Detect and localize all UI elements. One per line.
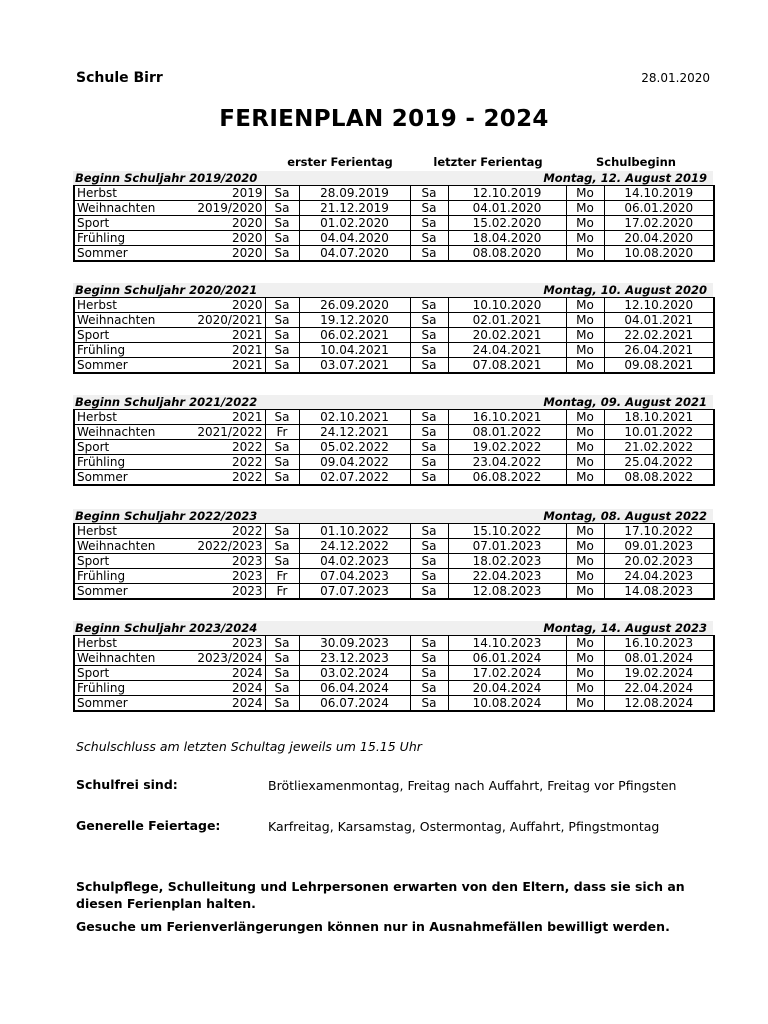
last-weekday-cell: Sa <box>410 651 448 666</box>
start-date-cell: 08.01.2024 <box>604 651 714 666</box>
table-row <box>74 298 714 313</box>
holiday-block <box>73 621 713 712</box>
block-header <box>73 283 713 297</box>
block-header <box>73 509 713 523</box>
holiday-cell <box>74 246 265 262</box>
start-date-cell: 19.02.2024 <box>604 666 714 681</box>
holiday-name: Weihnachten <box>77 651 156 665</box>
page-title: FERIENPLAN 2019 - 2024 <box>219 106 549 132</box>
school-year-title: Beginn Schuljahr 2019/2020 <box>75 171 258 185</box>
first-date-cell: 23.12.2023 <box>299 651 410 666</box>
holiday-cell <box>74 201 265 216</box>
first-date-cell: 10.04.2021 <box>299 343 410 358</box>
holiday-year: 2021 <box>231 343 263 357</box>
holiday-cell <box>74 410 265 425</box>
table-row <box>74 410 714 425</box>
last-weekday-cell: Sa <box>410 186 448 201</box>
holiday-year: 2022 <box>231 470 263 484</box>
holiday-year: 2022 <box>231 524 263 538</box>
first-date-cell: 06.07.2024 <box>299 696 410 712</box>
first-date-cell: 04.04.2020 <box>299 231 410 246</box>
start-weekday-cell: Mo <box>566 231 604 246</box>
first-date-cell: 09.04.2022 <box>299 455 410 470</box>
table-row <box>74 681 714 696</box>
holiday-cell <box>74 313 265 328</box>
holiday-cell <box>74 636 265 651</box>
holiday-name: Frühling <box>77 343 126 357</box>
holiday-name: Frühling <box>77 681 126 695</box>
last-date-cell: 15.02.2020 <box>448 216 566 231</box>
start-weekday-cell: Mo <box>566 569 604 584</box>
table-row <box>74 328 714 343</box>
table-row <box>74 246 714 262</box>
holiday-cell <box>74 358 265 374</box>
last-weekday-cell: Sa <box>410 425 448 440</box>
school-year-start: Montag, 08. August 2022 <box>543 509 707 523</box>
holiday-name: Sport <box>77 440 110 454</box>
last-weekday-cell: Sa <box>410 696 448 712</box>
start-date-cell: 20.04.2020 <box>604 231 714 246</box>
start-weekday-cell: Mo <box>566 524 604 539</box>
first-date-cell: 07.07.2023 <box>299 584 410 600</box>
table-row <box>74 651 714 666</box>
last-date-cell: 07.01.2023 <box>448 539 566 554</box>
holiday-block <box>73 395 713 486</box>
school-year-title: Beginn Schuljahr 2021/2022 <box>75 395 258 409</box>
first-date-cell: 05.02.2022 <box>299 440 410 455</box>
holiday-year: 2022 <box>231 455 263 469</box>
holiday-cell <box>74 343 265 358</box>
holiday-cell <box>74 425 265 440</box>
holiday-name: Herbst <box>77 524 117 538</box>
holiday-name: Frühling <box>77 569 126 583</box>
holidays-value: Karfreitag, Karsamstag, Ostermontag, Auffahrt, Pfingstmontag <box>268 819 660 834</box>
table-row <box>74 539 714 554</box>
start-weekday-cell: Mo <box>566 666 604 681</box>
first-weekday-cell: Sa <box>265 201 299 216</box>
holiday-name: Sommer <box>77 696 128 710</box>
start-weekday-cell: Mo <box>566 216 604 231</box>
block-header <box>73 395 713 409</box>
table-row <box>74 201 714 216</box>
first-weekday-cell: Fr <box>265 569 299 584</box>
start-date-cell: 17.10.2022 <box>604 524 714 539</box>
last-date-cell: 10.10.2020 <box>448 298 566 313</box>
school-year-start: Montag, 09. August 2021 <box>543 395 707 409</box>
holiday-cell <box>74 298 265 313</box>
table-row <box>74 636 714 651</box>
last-date-cell: 10.08.2024 <box>448 696 566 712</box>
free-days-value: Brötliexamenmontag, Freitag nach Auffahrt, Freitag vor Pfingsten <box>268 778 677 793</box>
extension-notice: Gesuche um Ferienverlängerungen können nur in Ausnahmefällen bewilligt werden. <box>76 919 670 934</box>
holiday-year: 2023 <box>231 554 263 568</box>
col-last-day: letzter Ferientag <box>433 155 543 169</box>
holiday-cell <box>74 569 265 584</box>
start-date-cell: 17.02.2020 <box>604 216 714 231</box>
first-date-cell: 28.09.2019 <box>299 186 410 201</box>
start-date-cell: 26.04.2021 <box>604 343 714 358</box>
last-weekday-cell: Sa <box>410 524 448 539</box>
start-date-cell: 22.04.2024 <box>604 681 714 696</box>
start-weekday-cell: Mo <box>566 681 604 696</box>
first-weekday-cell: Sa <box>265 343 299 358</box>
holiday-table <box>73 185 715 262</box>
start-weekday-cell: Mo <box>566 410 604 425</box>
holiday-table <box>73 635 715 712</box>
last-date-cell: 07.08.2021 <box>448 358 566 374</box>
start-weekday-cell: Mo <box>566 651 604 666</box>
block-header <box>73 621 713 635</box>
first-date-cell: 26.09.2020 <box>299 298 410 313</box>
holiday-year: 2020 <box>231 231 263 245</box>
holiday-cell <box>74 696 265 712</box>
holiday-cell <box>74 524 265 539</box>
holiday-cell <box>74 216 265 231</box>
last-weekday-cell: Sa <box>410 298 448 313</box>
holiday-name: Frühling <box>77 231 126 245</box>
holiday-year: 2024 <box>231 681 263 695</box>
start-date-cell: 25.04.2022 <box>604 455 714 470</box>
first-weekday-cell: Sa <box>265 636 299 651</box>
last-weekday-cell: Sa <box>410 470 448 486</box>
first-date-cell: 01.10.2022 <box>299 524 410 539</box>
first-weekday-cell: Sa <box>265 681 299 696</box>
last-weekday-cell: Sa <box>410 328 448 343</box>
table-row <box>74 425 714 440</box>
holidays-label: Generelle Feiertage: <box>76 818 221 833</box>
holiday-year: 2024 <box>231 666 263 680</box>
holiday-table <box>73 409 715 486</box>
holiday-name: Herbst <box>77 298 117 312</box>
last-date-cell: 17.02.2024 <box>448 666 566 681</box>
holiday-cell <box>74 440 265 455</box>
start-weekday-cell: Mo <box>566 554 604 569</box>
last-weekday-cell: Sa <box>410 539 448 554</box>
last-date-cell: 19.02.2022 <box>448 440 566 455</box>
table-row <box>74 313 714 328</box>
start-weekday-cell: Mo <box>566 246 604 262</box>
last-date-cell: 06.01.2024 <box>448 651 566 666</box>
last-date-cell: 16.10.2021 <box>448 410 566 425</box>
first-weekday-cell: Sa <box>265 470 299 486</box>
holiday-year: 2021 <box>231 358 263 372</box>
last-weekday-cell: Sa <box>410 410 448 425</box>
holiday-block <box>73 283 713 374</box>
start-date-cell: 12.10.2020 <box>604 298 714 313</box>
last-date-cell: 12.10.2019 <box>448 186 566 201</box>
first-date-cell: 19.12.2020 <box>299 313 410 328</box>
start-date-cell: 21.02.2022 <box>604 440 714 455</box>
holiday-year: 2020/2021 <box>197 313 263 327</box>
holiday-name: Weihnachten <box>77 425 156 439</box>
first-weekday-cell: Sa <box>265 440 299 455</box>
holiday-name: Sport <box>77 666 110 680</box>
table-row <box>74 584 714 600</box>
first-date-cell: 03.07.2021 <box>299 358 410 374</box>
table-row <box>74 358 714 374</box>
table-row <box>74 440 714 455</box>
block-header <box>73 171 713 185</box>
holiday-cell <box>74 554 265 569</box>
first-date-cell: 04.07.2020 <box>299 246 410 262</box>
table-row <box>74 455 714 470</box>
last-weekday-cell: Sa <box>410 584 448 600</box>
last-date-cell: 14.10.2023 <box>448 636 566 651</box>
start-date-cell: 22.02.2021 <box>604 328 714 343</box>
last-weekday-cell: Sa <box>410 231 448 246</box>
last-weekday-cell: Sa <box>410 216 448 231</box>
last-date-cell: 04.01.2020 <box>448 201 566 216</box>
last-date-cell: 08.08.2020 <box>448 246 566 262</box>
last-date-cell: 12.08.2023 <box>448 584 566 600</box>
holiday-name: Sommer <box>77 584 128 598</box>
first-date-cell: 06.04.2024 <box>299 681 410 696</box>
first-weekday-cell: Sa <box>265 554 299 569</box>
start-weekday-cell: Mo <box>566 539 604 554</box>
last-weekday-cell: Sa <box>410 554 448 569</box>
last-date-cell: 02.01.2021 <box>448 313 566 328</box>
first-weekday-cell: Sa <box>265 246 299 262</box>
first-date-cell: 07.04.2023 <box>299 569 410 584</box>
school-name: Schule Birr <box>76 70 163 86</box>
holiday-cell <box>74 455 265 470</box>
last-date-cell: 15.10.2022 <box>448 524 566 539</box>
start-date-cell: 12.08.2024 <box>604 696 714 712</box>
start-weekday-cell: Mo <box>566 313 604 328</box>
first-weekday-cell: Sa <box>265 455 299 470</box>
holiday-cell <box>74 328 265 343</box>
start-date-cell: 24.04.2023 <box>604 569 714 584</box>
holiday-name: Frühling <box>77 455 126 469</box>
holiday-block <box>73 509 713 600</box>
first-date-cell: 24.12.2021 <box>299 425 410 440</box>
holiday-year: 2020 <box>231 246 263 260</box>
holiday-table <box>73 297 715 374</box>
holiday-name: Sommer <box>77 470 128 484</box>
first-weekday-cell: Sa <box>265 539 299 554</box>
table-row <box>74 524 714 539</box>
start-weekday-cell: Mo <box>566 298 604 313</box>
start-date-cell: 20.02.2023 <box>604 554 714 569</box>
first-weekday-cell: Sa <box>265 186 299 201</box>
first-date-cell: 03.02.2024 <box>299 666 410 681</box>
first-weekday-cell: Sa <box>265 328 299 343</box>
school-year-title: Beginn Schuljahr 2022/2023 <box>75 509 258 523</box>
last-date-cell: 18.04.2020 <box>448 231 566 246</box>
table-row <box>74 666 714 681</box>
last-weekday-cell: Sa <box>410 636 448 651</box>
holiday-name: Sport <box>77 328 110 342</box>
school-year-title: Beginn Schuljahr 2023/2024 <box>75 621 258 635</box>
holiday-name: Herbst <box>77 636 117 650</box>
start-weekday-cell: Mo <box>566 328 604 343</box>
first-date-cell: 02.10.2021 <box>299 410 410 425</box>
start-date-cell: 10.01.2022 <box>604 425 714 440</box>
holiday-cell <box>74 470 265 486</box>
start-weekday-cell: Mo <box>566 440 604 455</box>
first-date-cell: 30.09.2023 <box>299 636 410 651</box>
holiday-name: Weihnachten <box>77 313 156 327</box>
start-date-cell: 06.01.2020 <box>604 201 714 216</box>
last-date-cell: 23.04.2022 <box>448 455 566 470</box>
last-weekday-cell: Sa <box>410 666 448 681</box>
holiday-cell <box>74 584 265 600</box>
holiday-name: Weihnachten <box>77 539 156 553</box>
holiday-year: 2023 <box>231 569 263 583</box>
last-date-cell: 24.04.2021 <box>448 343 566 358</box>
last-weekday-cell: Sa <box>410 313 448 328</box>
holiday-year: 2022/2023 <box>197 539 263 553</box>
school-end-note: Schulschluss am letzten Schultag jeweils um 15.15 Uhr <box>76 739 422 754</box>
last-date-cell: 20.02.2021 <box>448 328 566 343</box>
first-weekday-cell: Sa <box>265 524 299 539</box>
table-row <box>74 216 714 231</box>
holiday-year: 2019 <box>231 186 263 200</box>
start-weekday-cell: Mo <box>566 186 604 201</box>
start-weekday-cell: Mo <box>566 470 604 486</box>
first-weekday-cell: Sa <box>265 696 299 712</box>
first-weekday-cell: Sa <box>265 216 299 231</box>
start-weekday-cell: Mo <box>566 455 604 470</box>
first-date-cell: 06.02.2021 <box>299 328 410 343</box>
holiday-year: 2021 <box>231 410 263 424</box>
first-date-cell: 02.07.2022 <box>299 470 410 486</box>
holiday-name: Sommer <box>77 358 128 372</box>
holiday-year: 2023 <box>231 636 263 650</box>
start-date-cell: 14.08.2023 <box>604 584 714 600</box>
last-weekday-cell: Sa <box>410 569 448 584</box>
last-weekday-cell: Sa <box>410 681 448 696</box>
last-weekday-cell: Sa <box>410 343 448 358</box>
holiday-cell <box>74 186 265 201</box>
holiday-name: Sommer <box>77 246 128 260</box>
document-date: 28.01.2020 <box>641 71 710 85</box>
holiday-table <box>73 523 715 600</box>
holiday-name: Weihnachten <box>77 201 156 215</box>
holiday-year: 2021 <box>231 328 263 342</box>
first-weekday-cell: Sa <box>265 410 299 425</box>
start-date-cell: 18.10.2021 <box>604 410 714 425</box>
first-weekday-cell: Sa <box>265 231 299 246</box>
holiday-name: Sport <box>77 554 110 568</box>
school-year-title: Beginn Schuljahr 2020/2021 <box>75 283 258 297</box>
table-row <box>74 696 714 712</box>
holiday-year: 2022 <box>231 440 263 454</box>
holiday-year: 2019/2020 <box>197 201 263 215</box>
holiday-year: 2024 <box>231 696 263 710</box>
holiday-cell <box>74 666 265 681</box>
table-row <box>74 186 714 201</box>
start-weekday-cell: Mo <box>566 425 604 440</box>
start-weekday-cell: Mo <box>566 696 604 712</box>
last-weekday-cell: Sa <box>410 358 448 374</box>
last-date-cell: 22.04.2023 <box>448 569 566 584</box>
col-first-day: erster Ferientag <box>287 155 393 169</box>
start-date-cell: 10.08.2020 <box>604 246 714 262</box>
col-school-start: Schulbeginn <box>596 155 676 169</box>
first-date-cell: 04.02.2023 <box>299 554 410 569</box>
first-weekday-cell: Sa <box>265 666 299 681</box>
last-date-cell: 20.04.2024 <box>448 681 566 696</box>
table-row <box>74 569 714 584</box>
column-headers <box>0 155 768 171</box>
first-weekday-cell: Sa <box>265 313 299 328</box>
table-row <box>74 343 714 358</box>
last-weekday-cell: Sa <box>410 455 448 470</box>
holiday-name: Herbst <box>77 186 117 200</box>
last-weekday-cell: Sa <box>410 440 448 455</box>
holiday-cell <box>74 539 265 554</box>
parents-notice: Schulpflege, Schulleitung und Lehrpersonen erwarten von den Eltern, dass sie sich an diesen Ferienplan halten. <box>76 879 685 911</box>
first-weekday-cell: Fr <box>265 425 299 440</box>
holiday-year: 2023 <box>231 584 263 598</box>
first-date-cell: 01.02.2020 <box>299 216 410 231</box>
table-row <box>74 554 714 569</box>
last-date-cell: 06.08.2022 <box>448 470 566 486</box>
last-weekday-cell: Sa <box>410 246 448 262</box>
last-date-cell: 08.01.2022 <box>448 425 566 440</box>
holiday-name: Sport <box>77 216 110 230</box>
school-year-start: Montag, 14. August 2023 <box>543 621 707 635</box>
start-date-cell: 16.10.2023 <box>604 636 714 651</box>
start-weekday-cell: Mo <box>566 201 604 216</box>
start-date-cell: 04.01.2021 <box>604 313 714 328</box>
first-weekday-cell: Fr <box>265 584 299 600</box>
holiday-year: 2021/2022 <box>197 425 263 439</box>
start-weekday-cell: Mo <box>566 343 604 358</box>
last-weekday-cell: Sa <box>410 201 448 216</box>
holiday-name: Herbst <box>77 410 117 424</box>
holiday-block <box>73 171 713 262</box>
first-weekday-cell: Sa <box>265 298 299 313</box>
start-date-cell: 09.01.2023 <box>604 539 714 554</box>
table-row <box>74 470 714 486</box>
first-weekday-cell: Sa <box>265 358 299 374</box>
first-date-cell: 24.12.2022 <box>299 539 410 554</box>
holiday-year: 2020 <box>231 298 263 312</box>
holiday-cell <box>74 651 265 666</box>
last-date-cell: 18.02.2023 <box>448 554 566 569</box>
school-year-start: Montag, 12. August 2019 <box>543 171 707 185</box>
first-weekday-cell: Sa <box>265 651 299 666</box>
holiday-year: 2020 <box>231 216 263 230</box>
table-row <box>74 231 714 246</box>
school-year-start: Montag, 10. August 2020 <box>543 283 707 297</box>
start-weekday-cell: Mo <box>566 584 604 600</box>
start-date-cell: 14.10.2019 <box>604 186 714 201</box>
holiday-year: 2023/2024 <box>197 651 263 665</box>
start-date-cell: 08.08.2022 <box>604 470 714 486</box>
first-date-cell: 21.12.2019 <box>299 201 410 216</box>
free-days-label: Schulfrei sind: <box>76 777 178 792</box>
holiday-cell <box>74 681 265 696</box>
start-weekday-cell: Mo <box>566 358 604 374</box>
start-weekday-cell: Mo <box>566 636 604 651</box>
holiday-cell <box>74 231 265 246</box>
start-date-cell: 09.08.2021 <box>604 358 714 374</box>
